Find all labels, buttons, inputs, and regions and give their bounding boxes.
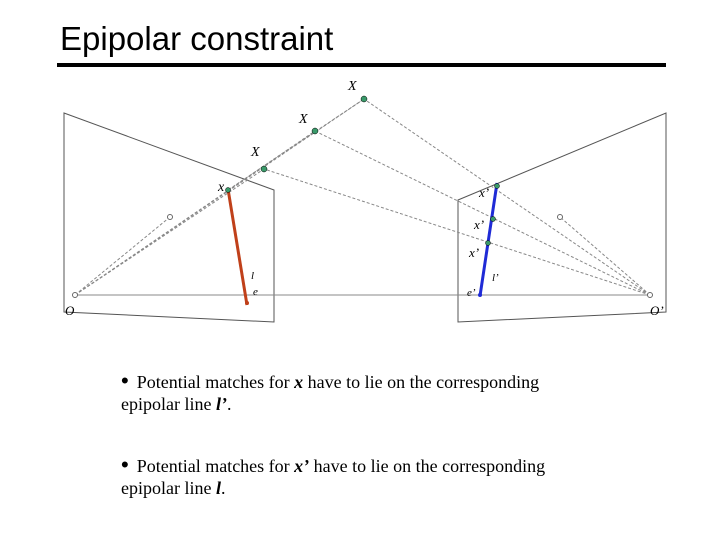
image-point-x-prime-label: x’ xyxy=(474,217,485,232)
ray-end-marker xyxy=(558,215,563,220)
image-point-x-prime-label: x’ xyxy=(469,245,480,260)
world-point-label: X xyxy=(251,145,260,160)
world-point-label: X xyxy=(299,112,308,127)
epipolar-line-left-label: l xyxy=(251,270,255,282)
image-point-x-prime xyxy=(486,241,491,246)
slide-title: Epipolar constraint xyxy=(60,20,334,57)
bullet-variable: x’ xyxy=(294,456,310,476)
bullet-text: . xyxy=(226,394,232,414)
bullet-text: epipolar line xyxy=(121,394,216,414)
image-point-x-label: x xyxy=(218,180,225,195)
right-camera-rays xyxy=(264,99,650,295)
world-point xyxy=(312,128,318,134)
epipolar-line-right-label: l’ xyxy=(492,272,499,284)
bullet-text: have to lie on the corresponding xyxy=(303,372,540,392)
camera-center-right xyxy=(648,293,653,298)
image-point-x-prime xyxy=(495,184,500,189)
bullet-variable: l xyxy=(215,478,221,498)
image-point-x xyxy=(226,188,231,193)
camera-center-right-label: O’ xyxy=(650,303,664,318)
world-point-label: X xyxy=(348,79,357,94)
world-point xyxy=(261,166,267,172)
camera-center-left xyxy=(73,293,78,298)
bullet-text: have to lie on the corresponding xyxy=(309,456,546,476)
image-point-x-prime xyxy=(491,217,496,222)
world-point xyxy=(361,96,367,102)
bullet-text: epipolar line xyxy=(121,478,216,498)
bullet-variable: x xyxy=(294,372,304,392)
bullet-text: . xyxy=(220,478,226,498)
image-point-x-prime-label: x’ xyxy=(479,185,490,200)
bullet-point xyxy=(121,454,641,499)
epipole-left-marker xyxy=(245,301,249,305)
epipole-left-label: e xyxy=(253,286,258,298)
epipolar-line-left xyxy=(228,189,247,305)
bullet-text: Potential matches for xyxy=(136,456,295,476)
ray-end-marker xyxy=(168,215,173,220)
epipole-right-marker xyxy=(478,293,482,297)
bullet-variable: l’ xyxy=(215,394,227,414)
bullet-point xyxy=(121,370,641,415)
bullet-dot-icon: • xyxy=(121,368,129,393)
epipole-right-label: e’ xyxy=(467,287,476,299)
camera-center-left-label: O xyxy=(65,303,75,318)
bullet-text: Potential matches for xyxy=(136,372,295,392)
bullet-dot-icon: • xyxy=(121,452,129,477)
